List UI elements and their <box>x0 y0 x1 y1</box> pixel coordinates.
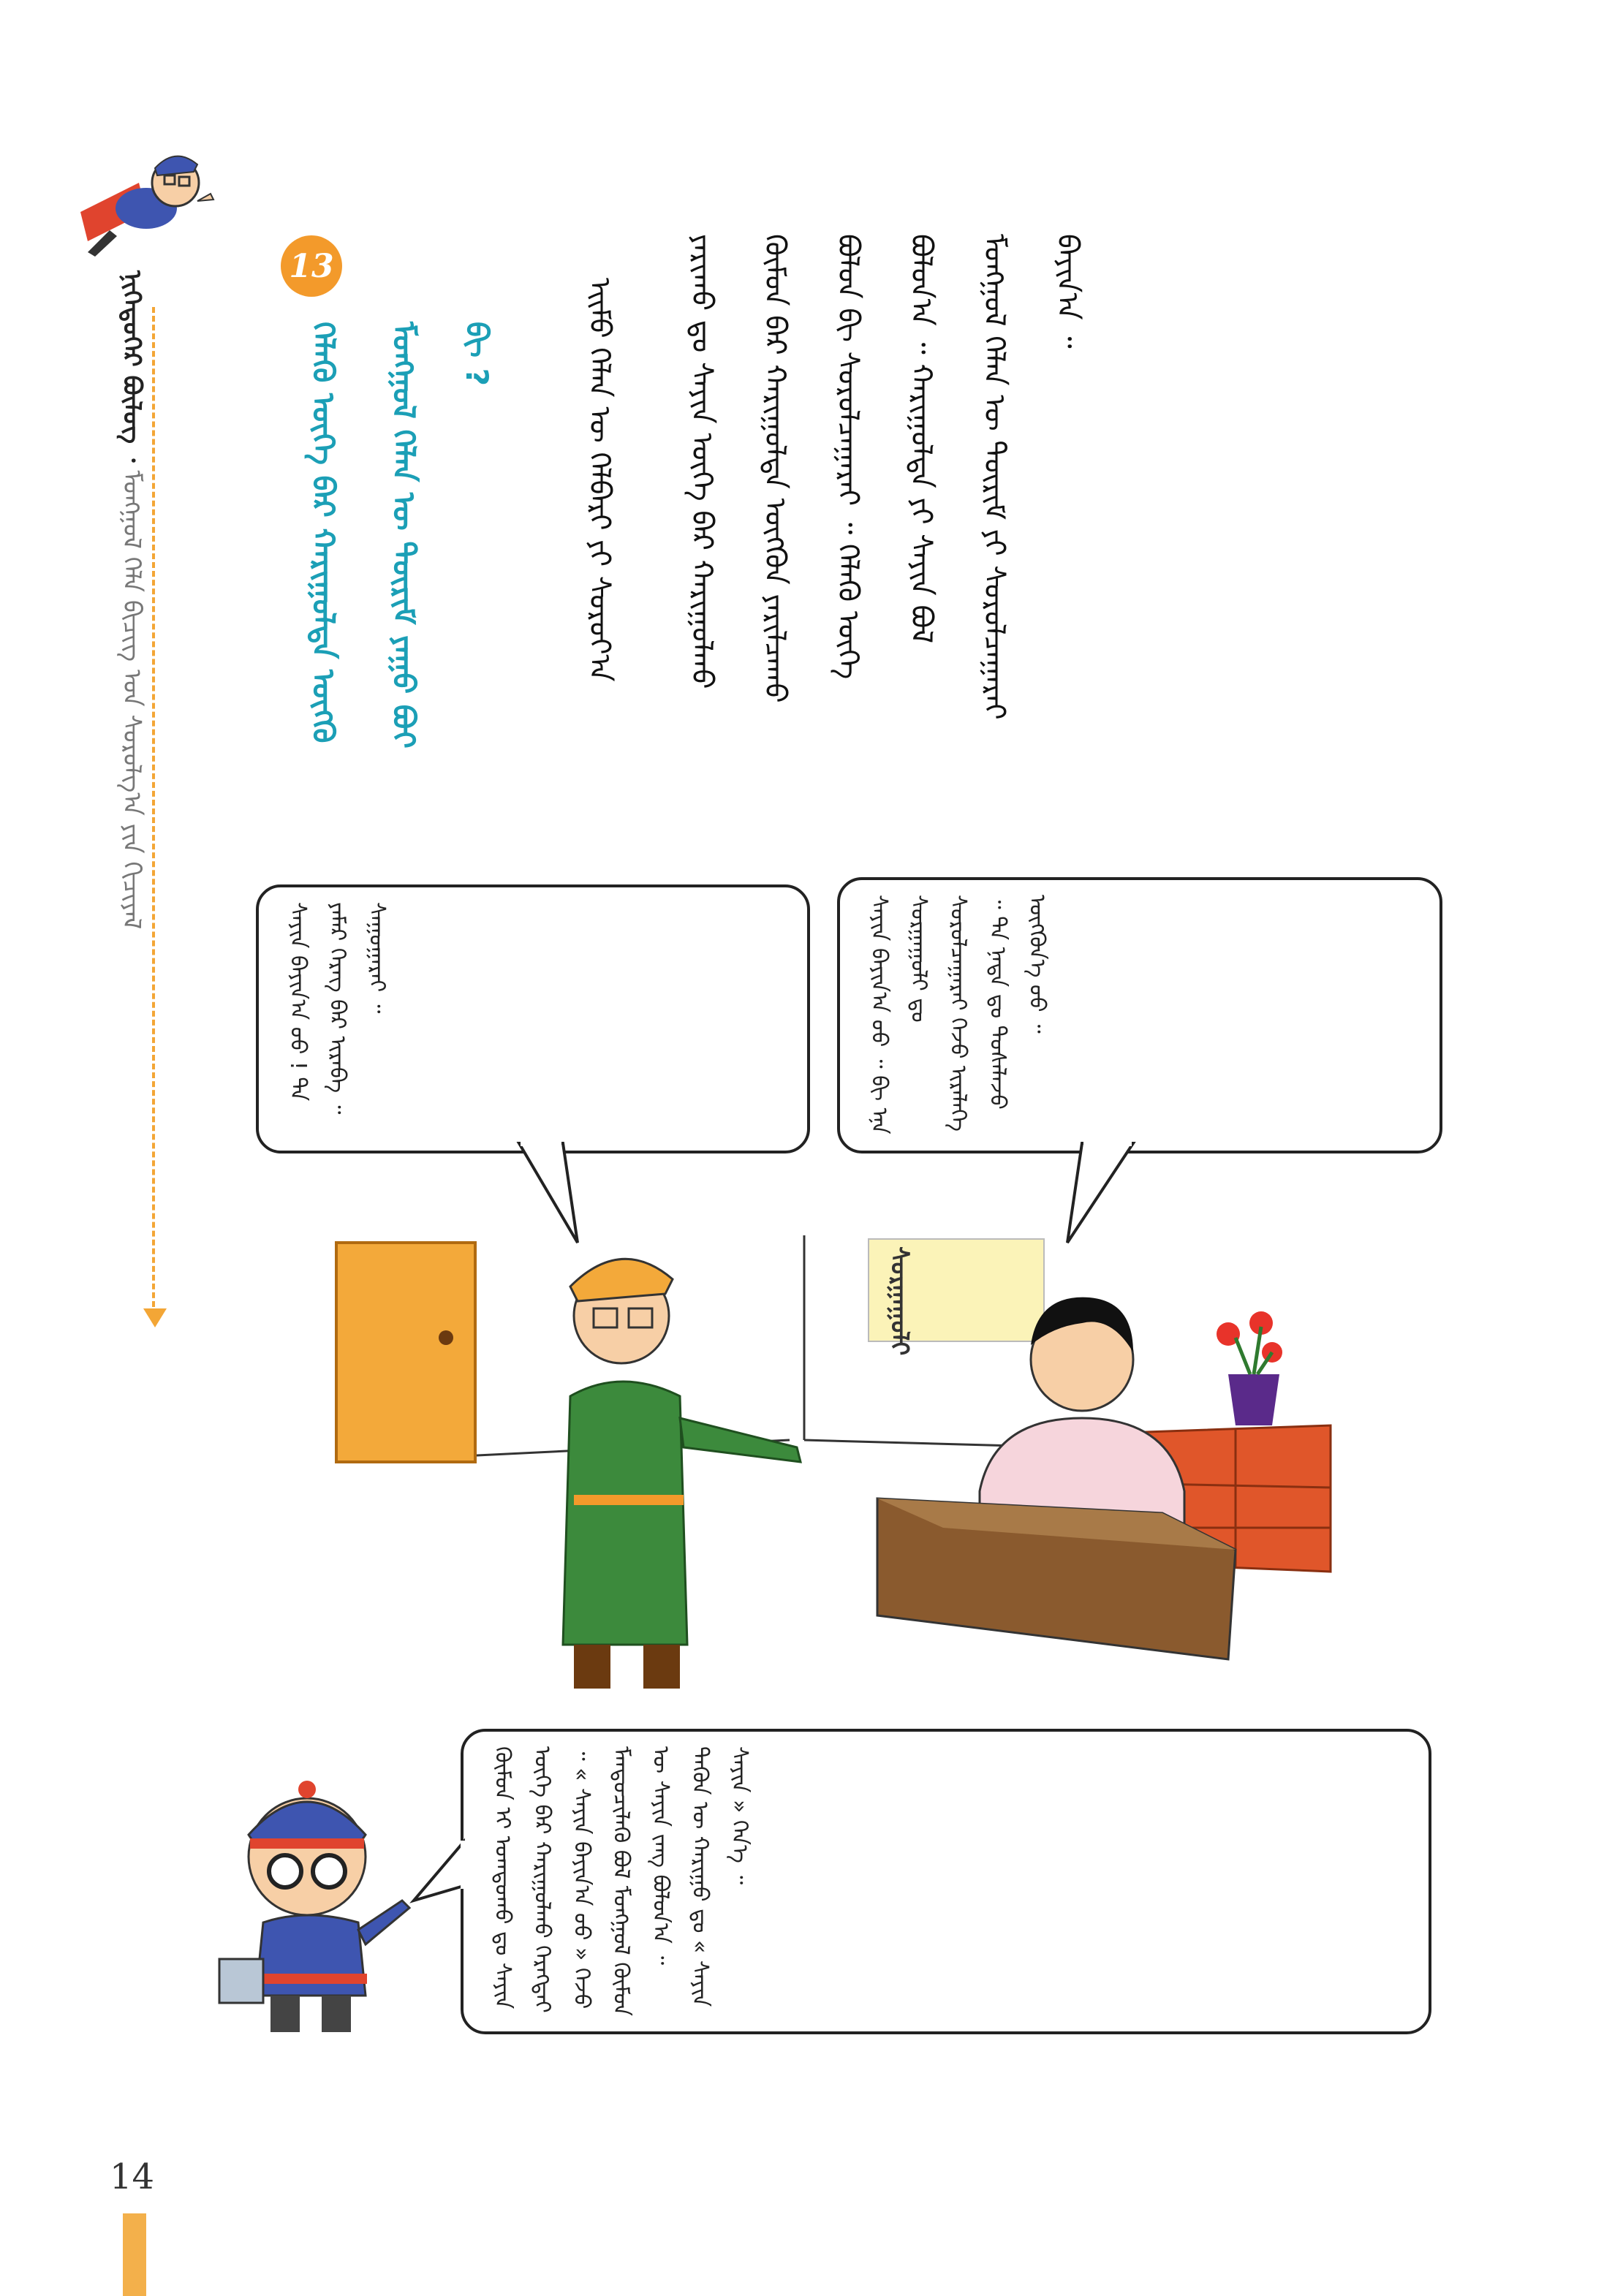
speech-bubble-bottom <box>461 1729 1431 2034</box>
page-number: 14 <box>110 2156 155 2197</box>
speech-bubble-bottom-text: ᠬᠦᠮᠦᠨ ᠢ ᠤᠭᠲᠤᠬᠤ ᠳᠤ ᠰᠠᠶᠢᠨ ᠦᠭᠡ ᠪᠡᠷ ᠬᠠᠷᠢᠭᠤᠯᠬᠤ ᠬᠡᠷᠡᠭᠲᠡᠢ ᠃ « ᠰᠠᠶᠢᠨ ᠪᠠᠶᠢᠨ᠎ᠠ ᠤᠤ » ᠭᠡᠵᠦ ᠮᠡᠨᠳᠦᠴᠢᠯᠡᠬᠦ ᠪᠣᠯ ᠮᠣᠩᠭᠣᠯ ᠬᠦᠮᠦᠨ ᠦ ᠰᠠᠶᠢᠨ ᠵᠠᠩ ᠪᠣᠯᠤᠨ᠎ᠠ ᠃ ᠲᠡᠭᠦᠨ ᠦ ᠬᠠᠷᠢᠭᠤ ᠳᠤ « ᠰᠠᠶᠢᠨ ᠰᠠᠶᠢᠨ » ᠭᠡᠨ᠎ᠡ ᠃ <box>490 1746 752 2017</box>
body-line-1: ᠪᠠᠶᠢᠨ᠎ᠠ ᠃ <box>1051 234 1084 349</box>
header-subtitle: ᠮᠣᠩᠭᠣᠯ ᠬᠡᠯᠡ ᠪᠢᠴᠢᠭ ᠤᠨ ᠰᠤᠷᠤᠯᠭ᠎ᠠ ᠶᠢᠨ ᠬᠢᠴᠢᠶᠡᠯ <box>117 470 146 930</box>
body-line-5: ᠬᠦᠮᠦᠨ ᠪᠡᠷ ᠬᠠᠷᠢᠭᠤᠯᠲᠠ ᠦᠭᠭᠦᠨ ᠶᠠᠷᠢᠯᠴᠠᠬᠤ <box>758 234 792 703</box>
flying-boy-icon <box>58 132 219 270</box>
question-line-2: ᠮᠣᠩᠭᠣᠯ ᠬᠡᠯᠡᠨ ᠦ ᠳᠦᠷᠢᠮ ᠶᠠᠭᠤ ᠪᠤᠢ <box>386 322 422 749</box>
body-line-3: ᠪᠣᠯᠤᠨ᠎ᠠ ᠃ ᠬᠠᠷᠢᠭᠤᠯᠲᠠ ᠶᠢ ᠰᠠᠶᠢᠨ ᠪᠣᠯ <box>904 234 938 644</box>
question-line-1: ᠪᠢ ? <box>459 322 495 386</box>
speech-bubble-center <box>837 877 1442 1153</box>
running-header <box>110 270 154 929</box>
question-line-3: ᠬᠡᠯᠡᠬᠦ ᠦᠭᠡ ᠪᠡᠷ ᠬᠠᠷᠢᠭᠤᠯᠲᠠ ᠦᠭᠬᠦ <box>306 322 341 743</box>
office-scene-illustration <box>322 1206 1345 1732</box>
header-title: ᠨᠢᠭᠡᠳᠦᠭᠡᠷ ᠪᠦᠯᠦᠭ ᠂ <box>117 270 146 463</box>
body-line-7: ᠡᠢᠮᠦ ᠬᠡᠯᠡᠨ ᠦ ᠬᠡᠯᠪᠡᠷᠢ ᠶᠢ ᠰᠤᠷᠤᠶ᠎ᠠ <box>583 278 616 682</box>
body-line-4: ᠪᠣᠯᠤᠨ ᠪᠢ ᠰᠤᠷᠤᠯᠴᠠᠭᠠᠷᠠᠢ ᠃ ᠬᠡᠯᠡᠬᠦ ᠦᠭᠡ <box>831 234 865 680</box>
lesson-number-badge: 13 <box>281 235 342 297</box>
wall-sign-text: ᠰᠤᠷᠭᠠᠭᠤᠯᠢ <box>885 1246 914 1356</box>
header-arrow-icon <box>143 1308 167 1327</box>
door <box>336 1243 475 1462</box>
speech-bubble-left-text: ᠰᠠᠶᠢᠨ ᠪᠠᠶᠢᠨ᠎ᠠ ᠤᠤ ! ᠲᠠ ᠶᠠᠮᠠᠷ ᠬᠡᠷᠡᠭ ᠪᠡᠷ ᠢᠷᠡᠪᠡ ᠃ ᠰᠠᠭᠤᠭᠠᠷᠠᠢ ᠃ <box>285 902 390 1115</box>
speech-bubble-left <box>256 884 810 1153</box>
page-accent-bar <box>123 2213 146 2296</box>
speech-bubble-center-text: ᠰᠠᠶᠢᠨ ᠪᠠᠶᠢᠨ᠎ᠠ ᠤᠤ ᠃ ᠪᠢ ᠡᠨᠡ ᠰᠤᠷᠭᠠᠭᠤᠯᠢ ᠳᠤ ᠰᠤᠷᠤᠯᠴᠠᠭᠠᠷᠠᠢ ᠭᠡᠵᠦ ᠢᠷᠡᠯᠡᠭᠡ ᠃ ᠲᠠ ᠨᠠᠳᠠ ᠳᠤ ᠲᠤᠰᠠᠯᠠᠵᠤ ᠦᠭᠭᠦᠨ᠎ᠡ ᠦᠦ ᠃ <box>866 895 1050 1134</box>
body-line-6: ᠶᠠᠷᠢᠬᠤ ᠳᠤ ᠰᠠᠶᠢᠨ ᠦᠭᠡ ᠪᠡᠷ ᠬᠠᠷᠢᠭᠤᠯᠬᠤ <box>685 234 719 689</box>
mascot-boy-icon <box>205 1754 424 2047</box>
body-line-2: ᠮᠣᠩᠭᠣᠯ ᠬᠡᠯᠡᠨ ᠦ ᠳᠦᠷᠢᠮ ᠶᠢ ᠰᠤᠷᠤᠯᠴᠠᠭᠠᠷᠠᠢ <box>977 234 1011 720</box>
